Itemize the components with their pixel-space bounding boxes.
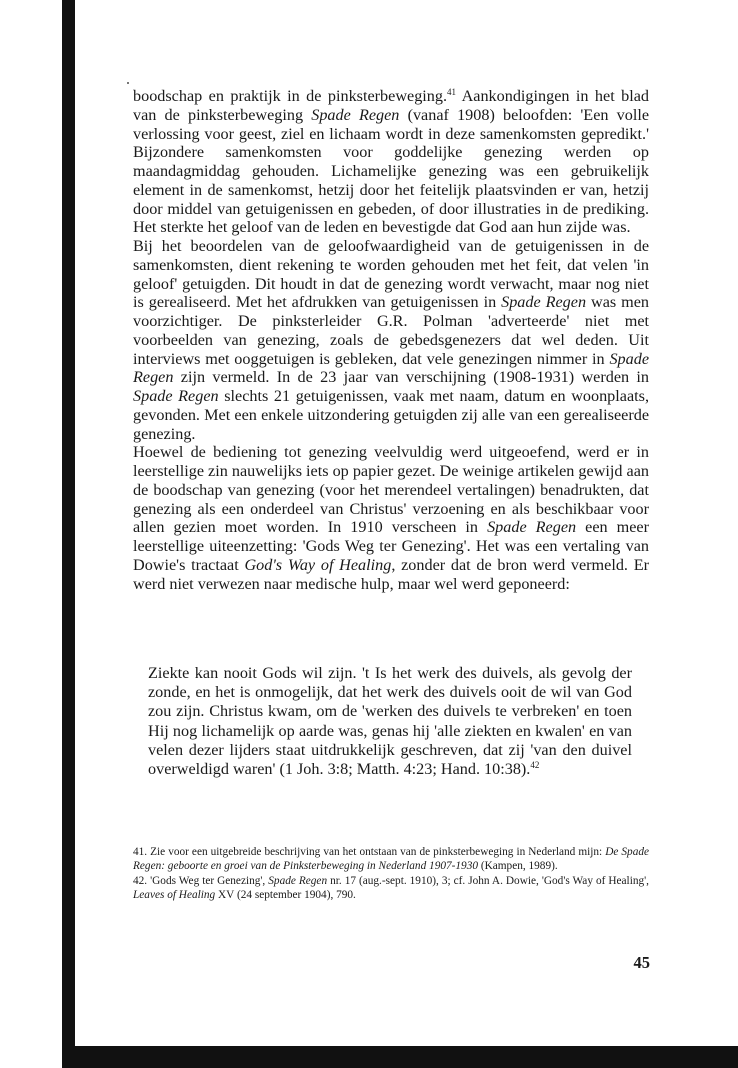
- text-run: een meer leerstellige uiteenzetting: 'Gods Weg ter Genezing'. Het was een vertaling van Dowie's tractaat: [133, 518, 649, 574]
- body-paragraph: [133, 87, 649, 237]
- bottom-edge-shadow: [62, 1046, 738, 1068]
- italic-title: Spade Regen: [487, 518, 577, 537]
- text-run: zijn vermeld. In de 23 jaar van verschijning (1908-1931) werden in: [173, 368, 649, 387]
- text-run: (Kampen, 1989).: [478, 860, 558, 873]
- text-run: Hoewel de bediening tot genezing veelvuldig werd uitgeoefend, werd er in leerstellige zin nauwelijks iets op papier gezet. De weinige artikelen gewijd aan de boodschap van genezing (voor het merendeel vertalingen) benadrukten, dat genezing als een onderdeel van Christus' verzoening en als beschikbaar voor allen gezien moet worden. In 1910 verscheen in: [133, 443, 650, 537]
- italic-title: De Spade Regen: geboorte en groei van de Pinksterbeweging in Nederland 1907-1930: [133, 846, 649, 873]
- italic-title: Spade Regen: [268, 874, 328, 887]
- footnote-ref: 41: [447, 87, 457, 97]
- block-quote: [148, 664, 632, 779]
- quote-text: [148, 664, 632, 779]
- text-run: slechts 21 getuigenissen, vaak met naam, datum en woonplaats, gevonden. Met een enkele uitzondering getuigden zij alle van een gerealiseerde genezing.: [133, 387, 649, 443]
- text-run: XV (24 september 1904), 790.: [215, 888, 356, 901]
- footnote-41: [133, 845, 649, 874]
- body-paragraph: [133, 237, 649, 443]
- page-number: 45: [633, 953, 650, 972]
- text-run: boodschap en praktijk in de pinksterbeweging.: [133, 87, 448, 105]
- text-run: Bij het beoordelen van de geloofwaardigheid van de getuigenissen in de samenkomsten, dient rekening te worden gehouden met het feit, dat velen 'in geloof' getuigden. Dit houdt in dat de genezing wordt verwacht, maar nog niet is gerealiseerd. Met het afdrukken van getuigenissen in: [133, 237, 649, 312]
- italic-title: Spade Regen: [501, 293, 587, 312]
- text-run: 41. Zie voor een uitgebreide beschrijving van het ontstaan van de pinksterbeweging in Nederland mijn:: [133, 846, 606, 858]
- text-run: 42. 'Gods Weg ter Genezing',: [133, 874, 269, 887]
- text-run: (vanaf 1908) beloofden: 'Een volle verlossing voor geest, ziel en lichaam wordt in deze samenkomsten gepredikt.' Bijzondere samenkomsten voor goddelijke genezing werden op maandagmiddag gehouden. Lichamelijke genezing was een gebruikelijk element in de samenkomst, hetzij door het feitelijk plaatsvinden er van, hetzij door middel van getuigenissen en gebeden, of door illustraties in de prediking. Het sterkte het geloof van de leden en bevestigde dat God aan hun zijde was.: [133, 105, 649, 237]
- text-run: Aankondigingen in het blad van de pinksterbeweging: [133, 87, 650, 124]
- italic-title: Spade Regen: [311, 105, 400, 124]
- footnote-42: [133, 874, 649, 903]
- italic-title: Leaves of Healing: [133, 888, 216, 901]
- text-run: , zonder dat de bron werd vermeld. Er werd niet verwezen naar medische hulp, maar wel werd geponeerd:: [133, 555, 649, 593]
- footnotes: [133, 845, 649, 902]
- italic-title: Spade Regen: [133, 387, 219, 405]
- text-run: Ziekte kan nooit Gods wil zijn. 't Is het werk des duivels, als gevolg der zonde, en het is onmogelijk, dat het werk des duivels ooit de wil van God zou zijn. Christus kwam, om de 'werken des duivels te verbreken' en toen Hij nog lichamelijk op aarde was, genas hij 'alle ziekten en kwalen' en van velen dezer lijders staat uitdrukkelijk geschreven, dat zij 'van den duivel overweldigd waren' (1 Joh. 3:8; Matth. 4:23; Hand. 10:38).: [148, 664, 632, 779]
- body-paragraph: [133, 443, 649, 593]
- text-run: nr. 17 (aug.-sept. 1910), 3; cf. John A. Dowie, 'God's Way of Healing',: [327, 874, 649, 887]
- scan-speck: [127, 82, 129, 84]
- text-run: was men voorzichtiger. De pinksterleider G.R. Polman 'adverteerde' niet met voorbeelden van genezing, zoals de gebedsgenezers dat wel deden. Uit interviews met ooggetuigen is gebleken, dat vele genezingen nimmer in: [133, 293, 649, 368]
- italic-title: God's Way of Healing: [244, 555, 392, 574]
- body-text: [133, 87, 649, 593]
- italic-title: Spade Regen: [133, 349, 649, 387]
- footnote-ref: 42: [530, 760, 540, 771]
- spine-shadow: [62, 0, 75, 1068]
